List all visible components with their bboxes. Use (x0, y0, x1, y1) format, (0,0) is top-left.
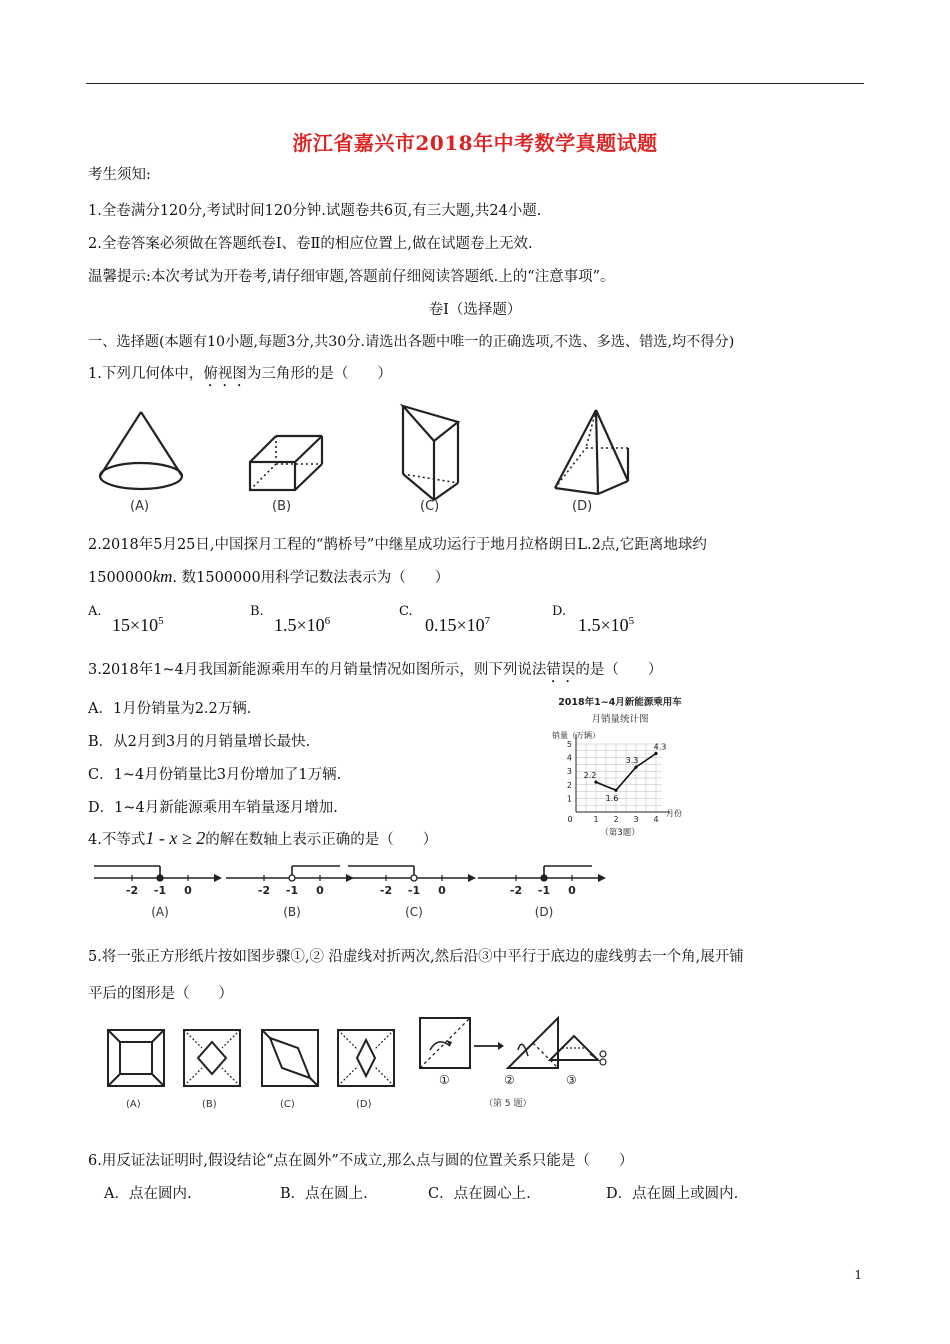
chart-title: 2018年1~4月新能源乘用车 (558, 697, 682, 708)
pyramid-figure (555, 410, 628, 494)
number-line-tick-label: -2 (379, 884, 393, 897)
chart-data-label: 1.6 (605, 794, 619, 804)
number-line-tick-label: 0 (568, 884, 576, 897)
section-title: 卷Ⅰ（选择题） (428, 302, 522, 318)
chart-xtick-label: 4 (653, 815, 659, 824)
q5-option-c-figure (262, 1030, 318, 1086)
chart-xtick-label: 1 (593, 815, 599, 824)
solid-dot (541, 875, 547, 881)
q2-option-c[interactable]: C. $0.15\times 10^7$ (399, 604, 491, 635)
solid-dot (157, 875, 163, 881)
q4-option-label: (D) (534, 905, 554, 919)
number-line-tick-label: 0 (316, 884, 324, 897)
chart-data-label: 4.3 (653, 742, 667, 752)
q2-stem-line2: 1500000km. 数1500000用科学记数法表示为（ ） (88, 567, 450, 586)
q3-stem: 3.2018年1~4月我国新能源乘用车的月销量情况如图所示，则下列说法错误的是（ ） (88, 662, 663, 678)
q5-stem-line1: 5.将一张正方形纸片按如图步骤①,② 沿虚线对折两次,然后沿③中平行于底边的虚线剪去一个角,展开铺 (88, 949, 744, 965)
q5-stem-line2: 平后的图形是（ ） (88, 986, 233, 1002)
step-label-2: ② (504, 1073, 515, 1087)
notice-item: 1.全卷满分120分,考试时间120分钟.试题卷共6页,有三大题,共24小题. (88, 203, 542, 219)
q6-option-a[interactable]: A．点在圆内. (104, 1186, 192, 1202)
number-line-tick-label: -1 (285, 884, 299, 897)
hollow-dot (289, 875, 295, 881)
hollow-dot (411, 875, 417, 881)
step-label-3: ③ (566, 1073, 577, 1087)
chart-ytick-label: 2 (566, 780, 572, 790)
chart-ylabel: 销量（万辆） (552, 731, 600, 740)
q6-option-d[interactable]: D．点在圆上或圆内. (606, 1186, 739, 1202)
chart-subtitle: 月销量统计图 (591, 714, 649, 725)
q1-stem: 1.下列几何体中，俯视图为三角形的是（ ） (88, 366, 392, 382)
cuboid-figure (250, 436, 322, 490)
page-number: 1 (854, 1268, 862, 1282)
q1-label-d: (D) (572, 499, 593, 514)
q6-stem: 6.用反证法证明时,假设结论“点在圆外”不成立,那么点与圆的位置关系只能是（ ） (88, 1153, 634, 1169)
chart-ytick-label: 5 (566, 740, 572, 749)
q6-option-b[interactable]: B．点在圆上. (280, 1186, 368, 1202)
chart-data-label: 3.3 (625, 756, 639, 766)
fold-step-1 (420, 1018, 470, 1068)
q4-option-label: (B) (283, 905, 301, 919)
chart-caption: （第3题） (600, 828, 640, 838)
q3-option-a[interactable]: A．1月份销量为2.2万辆. (88, 701, 252, 717)
q5-option-d-figure (338, 1030, 394, 1086)
chart-data-point (654, 752, 657, 755)
number-line-tick-label: -1 (153, 884, 167, 897)
chart-ytick-label: 1 (566, 794, 572, 804)
q3-option-b[interactable]: B．从2月到3月的月销量增长最快. (88, 734, 311, 750)
cone-figure (100, 412, 182, 489)
q5-label-a: (A) (126, 1099, 141, 1110)
sales-line-chart (540, 692, 700, 840)
q6-option-c[interactable]: C．点在圆心上. (428, 1186, 531, 1202)
chart-ytick-label: 3 (566, 767, 572, 777)
step-label-1: ① (439, 1073, 450, 1087)
chart-xlabel: 月份 (666, 809, 682, 818)
q2-stem-line1: 2.2018年5月25日,中国探月工程的“鹊桥号”中继星成功运行于地月拉格朗日L.2点,它距离地球约 (88, 537, 707, 553)
q2-option-b[interactable]: B. $1.5\times 10^6$ (250, 604, 331, 635)
chart-xtick-label: 0 (567, 815, 573, 824)
q5-label-d: (D) (356, 1099, 372, 1110)
q2-option-a[interactable]: A. $15\times 10^5$ (88, 604, 164, 635)
number-line-arrow (214, 874, 222, 882)
q1-label-a: (A) (130, 499, 150, 514)
q5-caption: （第 5 题） (484, 1099, 532, 1109)
q3-option-c[interactable]: C．1~4月份销量比3月份增加了1万辆. (88, 767, 342, 783)
notice-item: 2.全卷答案必须做在答题纸卷Ⅰ、卷Ⅱ的相应位置上,做在试题卷上无效. (88, 236, 533, 252)
chart-data-point (614, 789, 617, 792)
chart-data-point (594, 780, 597, 783)
chart-data-label: 2.2 (583, 771, 597, 781)
number-line-arrow (598, 874, 606, 882)
prism-figure (403, 406, 458, 500)
q2-option-d[interactable]: D. $1.5\times 10^5$ (552, 604, 635, 635)
q3-option-d[interactable]: D．1~4月新能源乘用车销量逐月增加. (88, 800, 338, 816)
chart-xtick-label: 3 (633, 815, 639, 824)
q5-label-b: (B) (202, 1099, 217, 1110)
number-line-tick-label: 0 (184, 884, 192, 897)
q1-label-b: (B) (272, 499, 292, 514)
q4-number-lines (88, 856, 608, 924)
q4-stem: 4.不等式1 - x ≥ 2的解在数轴上表示正确的是（ ） (88, 828, 438, 848)
q1-figures (90, 396, 650, 516)
q5-option-a-figure (108, 1030, 164, 1086)
q4-option-label: (C) (405, 905, 423, 919)
q1-label-c: (C) (420, 499, 440, 514)
number-line-tick-label: -2 (125, 884, 139, 897)
q4-option-label: (A) (151, 905, 169, 919)
part-intro: 一、选择题(本题有10小题,每题3分,共30分.请选出各题中唯一的正确选项,不选、多选、错选,均不得分) (88, 334, 735, 350)
header-rule (86, 83, 864, 84)
number-line-tick-label: -1 (407, 884, 421, 897)
number-line-tick-label: -2 (257, 884, 271, 897)
q5-figures (100, 1010, 610, 1114)
number-line-arrow (468, 874, 476, 882)
notice-tip: 温馨提示:本次考试为开卷考,请仔细审题,答题前仔细阅读答题纸.上的“注意事项”。 (88, 269, 615, 285)
chart-data-point (634, 766, 637, 769)
chart-ytick-label: 4 (566, 753, 572, 763)
q5-label-c: (C) (280, 1099, 295, 1110)
notice-heading: 考生须知: (88, 167, 151, 183)
number-line-tick-label: -2 (509, 884, 523, 897)
chart-xtick-label: 2 (613, 815, 619, 824)
q5-option-b-figure (184, 1030, 240, 1086)
number-line-tick-label: -1 (537, 884, 551, 897)
number-line-tick-label: 0 (438, 884, 446, 897)
page-title: 浙江省嘉兴市2018年中考数学真题试题 (292, 131, 658, 155)
